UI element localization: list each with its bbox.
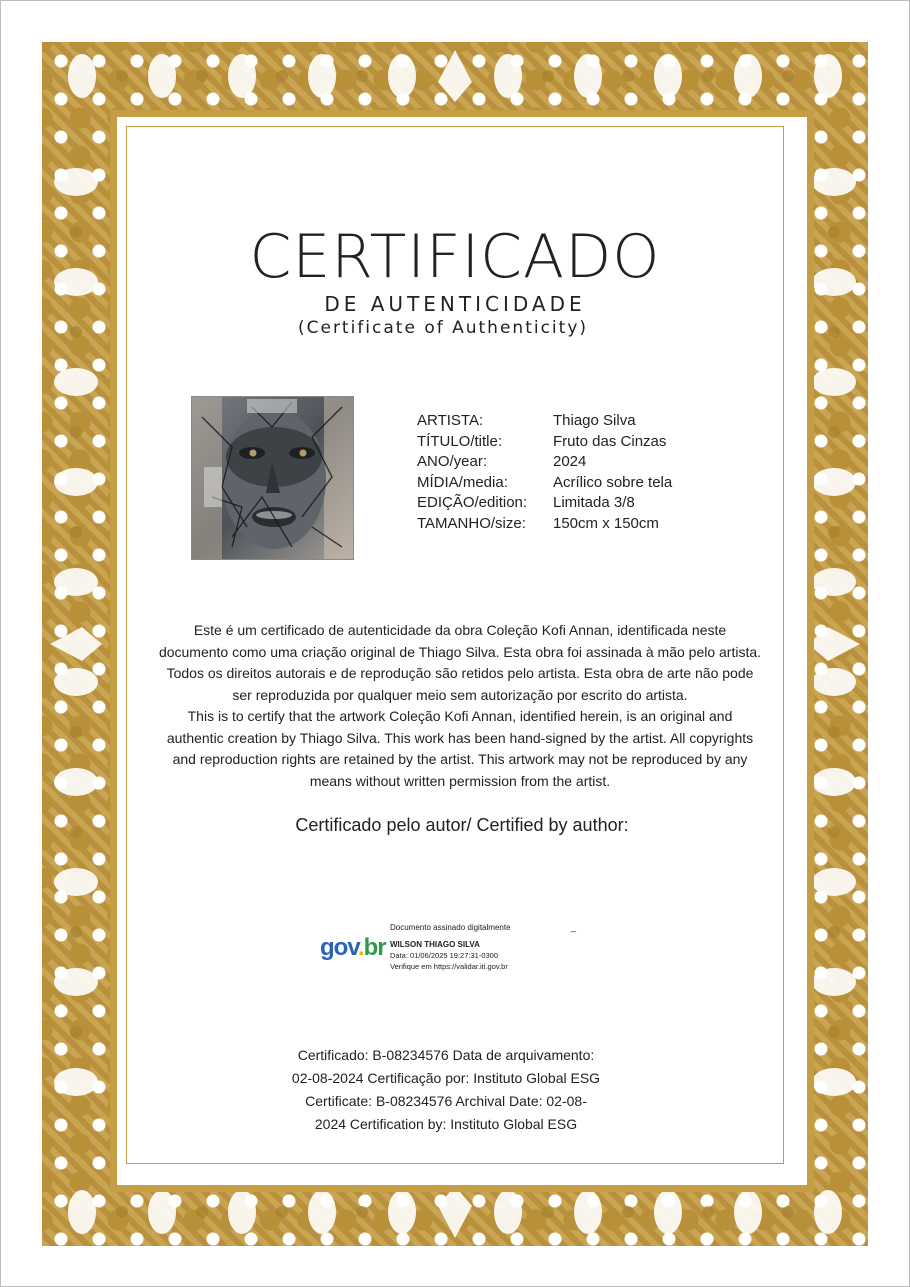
signature-header: Documento assinado digitalmente	[390, 923, 511, 932]
digital-signature-stamp	[318, 920, 580, 978]
signature-verify-link: Verifique em https://validar.iti.gov.br	[390, 962, 508, 971]
artwork-face-icon	[192, 397, 353, 559]
detail-row-size	[417, 514, 672, 535]
logo-dot-text: .	[357, 934, 364, 961]
footer-english: Certificate: B-08234576 Archival Date: 02-08-2024 Certification by: Instituto Global ESG	[305, 1093, 587, 1132]
detail-label: ANO/year:	[417, 453, 488, 471]
detail-value: Fruto das Cinzas	[553, 432, 667, 450]
logo-br-text: br	[363, 934, 386, 961]
detail-value: Limitada 3/8	[553, 494, 635, 512]
detail-row-year	[417, 452, 672, 473]
detail-value: 150cm x 150cm	[553, 514, 659, 532]
detail-row-artist	[417, 411, 672, 432]
certificate-footer	[290, 1044, 602, 1136]
signer-name: WILSON THIAGO SILVA	[390, 940, 480, 949]
detail-row-media	[417, 473, 672, 494]
certificate-subtitle: DE AUTENTICIDADE	[324, 292, 586, 316]
detail-row-title	[417, 432, 672, 453]
detail-value: Acrílico sobre tela	[553, 473, 673, 491]
detail-label: TÍTULO/title:	[417, 432, 503, 450]
certificate-title: CERTIFICADO	[249, 222, 661, 292]
certificate-statement	[158, 620, 762, 792]
detail-label: EDIÇÃO/edition:	[417, 494, 528, 512]
statement-english: This is to certify that the artwork Coleção Kofi Annan, identified herein, is an original and authentic creation by Thiago Silva. This work has been hand-signed by the artist. All copyrights and reproduction rights are retained by the artist. This artwork may not be reproduced by any means without written permission from the artist.	[166, 708, 754, 789]
artwork-image	[191, 396, 354, 560]
logo-gov-text: gov	[320, 934, 358, 961]
detail-label: TAMANHO/size:	[417, 514, 526, 532]
footer-portuguese: Certificado: B-08234576 Data de arquivamento: 02-08-2024 Certificação por: Instituto Global ESG	[291, 1047, 601, 1086]
detail-label: ARTISTA:	[417, 412, 484, 429]
signature-dash: _	[571, 922, 577, 932]
detail-value: 2024	[553, 453, 587, 471]
signature-date: Data: 01/06/2025 19:27:31-0300	[390, 951, 499, 960]
statement-portuguese: Este é um certificado de autenticidade da obra Coleção Kofi Annan, identificada neste documento como uma criação original de Thiago Silva. Esta obra foi assinada à mão pelo artista. Todos os direitos autorais e de reprodução são retidos pelo artista. Esta obra de arte não pode ser reproduzida por qualquer meio sem autorização por escrito do artista.	[158, 622, 762, 703]
gov-br-logo	[320, 934, 386, 962]
certified-by-label: Certificado pelo autor/ Certified by author:	[295, 815, 629, 835]
detail-value: Thiago Silva	[553, 412, 636, 429]
detail-row-edition	[417, 493, 672, 514]
certificate-subtitle-english: (Certificate of Authenticity)	[297, 318, 589, 338]
detail-label: MÍDIA/media:	[417, 473, 508, 491]
artwork-details	[417, 411, 672, 535]
